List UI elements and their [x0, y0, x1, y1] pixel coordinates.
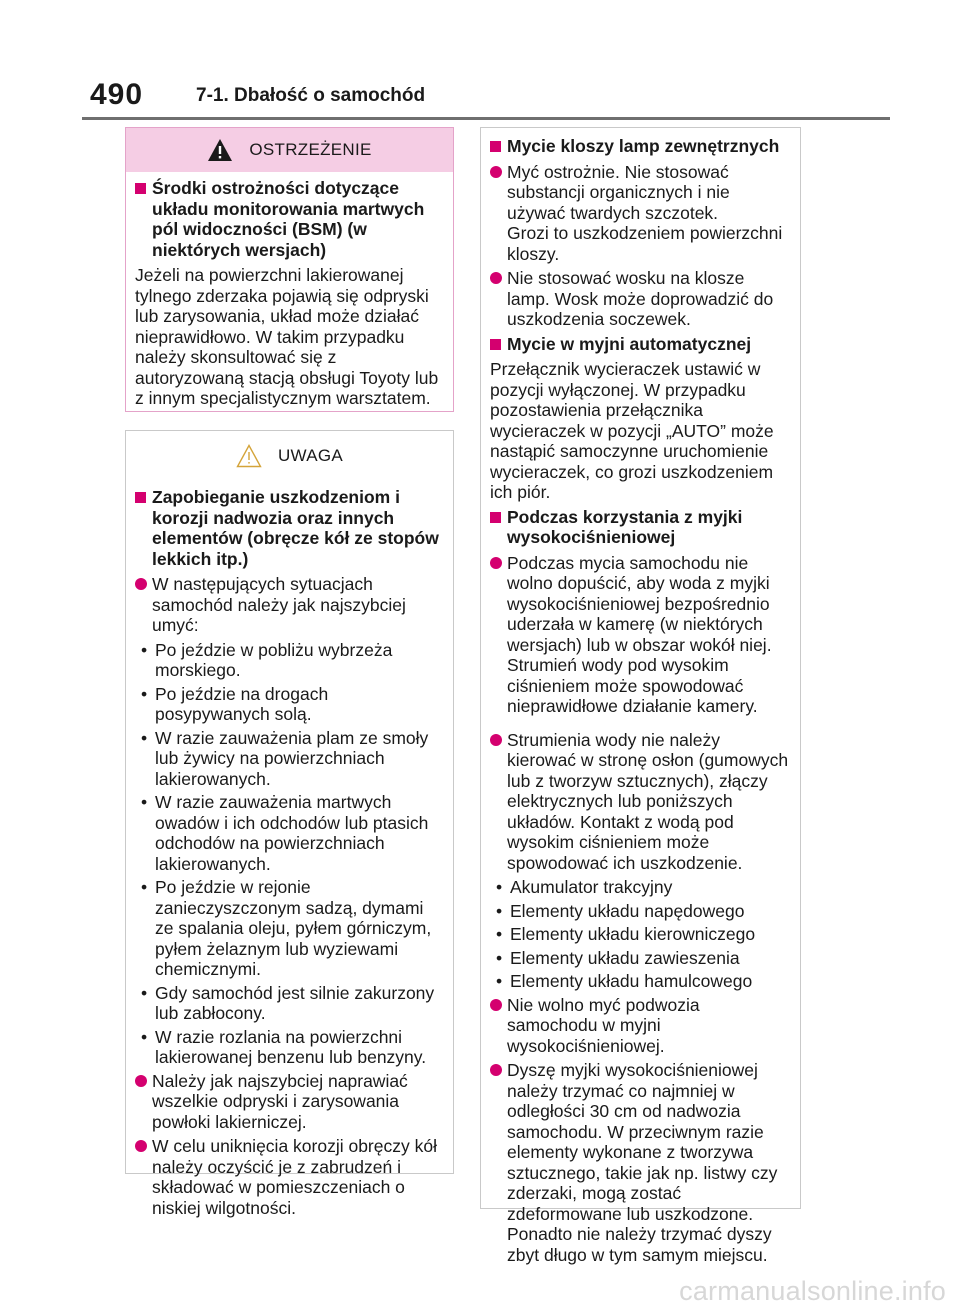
care-instructions-box — [480, 127, 801, 1265]
header-rule — [82, 117, 890, 120]
warning-box — [125, 127, 454, 412]
warning-header — [126, 128, 453, 172]
section-heading-car-wash: Mycie w myjni automatycznej — [490, 334, 790, 355]
list-item: • Elementy układu kierowniczego — [490, 924, 790, 945]
list-item: Podczas mycia samochodu nie wolno dopuścić, aby woda z myjki wysokociśnieniowej bezpośrednio uderzała w kamerę (w niektórych wersjach) lub w obszar wokół niej. Strumień wody pod wysokim ciśnieniem może spowodować nieprawidłowe działanie kamery. — [490, 553, 790, 717]
list-item: • W razie rozlania na powierzchni lakierowanej benzenu lub benzyny. — [135, 1027, 443, 1068]
list-item: • Po jeździe na drogach posypywanych solą. — [135, 684, 443, 725]
list-item: • Elementy układu hamulcowego — [490, 971, 790, 992]
item-text: Myć ostrożnie. Nie stosować substancji organicznych i nie używać twardych szczotek. — [507, 161, 730, 223]
warning-text: Jeżeli na powierzchni lakierowanej tylnego zderzaka pojawią się odpryski lub zarysowania, układ może działać nieprawidłowo. W takim przypadku należy skonsultować się z autoryzowaną stacją obsługi Toyoty lub z innym specjalistycznym warsztatem. — [135, 265, 439, 408]
notice-section-heading: Zapobieganie uszkodzeniom i korozji nadwozia oraz innych elementów (obręcze kół ze stopów lekkich itp.) — [135, 487, 443, 569]
list-item: • Po jeździe w pobliżu wybrzeża morskiego. — [135, 640, 443, 681]
list-item: Nie wolno myć podwozia samochodu w myjni wysokociśnieniowej. — [490, 995, 790, 1057]
notice-dot-item: W następujących sytuacjach samochód należy jak najszybciej umyć: — [135, 574, 443, 636]
section-heading-pressure-washer: Podczas korzystania z myjki wysokociśnieniowej — [490, 507, 790, 548]
list-item: Strumienia wody nie należy kierować w stronę osłon (gumowych lub z tworzyw sztucznych), złączy elektrycznych lub poniższych układów. Kontakt z wodą pod wysokim ciśnieniem może spowodować ich uszkodzenie. — [490, 730, 790, 874]
watermark: carmanualsonline.info — [679, 1276, 946, 1306]
chapter-title: 7-1. Dbałość o samochód — [196, 85, 426, 106]
list-item — [490, 162, 790, 265]
warning-section-heading: Środki ostrożności dotyczące układu monitorowania martwych pól widoczności (BSM) (w niektórych wersjach) — [135, 178, 443, 260]
page-header — [90, 78, 890, 114]
list-item: • Po jeździe w rejonie zanieczyszczonym sadzą, dymami ze spalania oleju, pyłem górniczym, pyłem żelaznym lub wyziewami chemicznymi. — [135, 877, 443, 980]
warning-title: OSTRZEŻENIE — [249, 140, 372, 159]
list-item: • W razie zauważenia martwych owadów i ich odchodów lub ptasich odchodów na powierzchniach lakierowanych. — [135, 792, 443, 874]
list-item: • Gdy samochód jest silnie zakurzony lub zabłocony. — [135, 983, 443, 1024]
notice-box — [125, 430, 454, 1218]
list-item: Dyszę myjki wysokociśnieniowej należy trzymać co najmniej w odległości 30 cm od nadwozia samochodu. W przeciwnym razie elementy wykonane z tworzywa sztucznego, takie jak np. listwy czy zderzaki, mogą zostać zdeformowane lub uszkodzone. Ponadto nie należy trzymać dyszy zbyt długo w tym samym miejscu. — [490, 1060, 790, 1265]
list-item: • Akumulator trakcyjny — [490, 877, 790, 898]
caution-triangle-outline-icon — [236, 444, 262, 468]
notice-dot-item: W celu uniknięcia korozji obręczy kół należy oczyścić je z zabrudzeń i składować w pomieszczeniach o niskiej wilgotności. — [135, 1136, 443, 1218]
warning-triangle-icon — [207, 138, 233, 162]
page-number: 490 — [90, 78, 144, 111]
car-wash-text: Przełącznik wycieraczek ustawić w pozycji wyłączonej. W przypadku pozostawienia przełącznika wycieraczek w pozycji „AUTO” może nastąpić samoczynne uruchomienie wycieraczek, co grozi uszkodzeniem ich piór. — [490, 359, 774, 502]
list-item: Nie stosować wosku na klosze lamp. Wosk może doprowadzić do uszkodzenia soczewek. — [490, 268, 790, 330]
list-item: • W razie zauważenia plam ze smoły lub żywicy na powierzchniach lakierowanych. — [135, 728, 443, 790]
notice-title: UWAGA — [277, 446, 344, 465]
list-item: • Elementy układu zawieszenia — [490, 948, 790, 969]
item-text-extra: Grozi to uszkodzeniem powierzchni kloszy. — [507, 223, 783, 264]
section-heading-lamp-covers: Mycie kloszy lamp zewnętrznych — [490, 136, 790, 157]
notice-header — [126, 431, 453, 481]
list-item: • Elementy układu napędowego — [490, 901, 790, 922]
notice-dot-item: Należy jak najszybciej naprawiać wszelkie odpryski i zarysowania powłoki lakierniczej. — [135, 1071, 443, 1133]
